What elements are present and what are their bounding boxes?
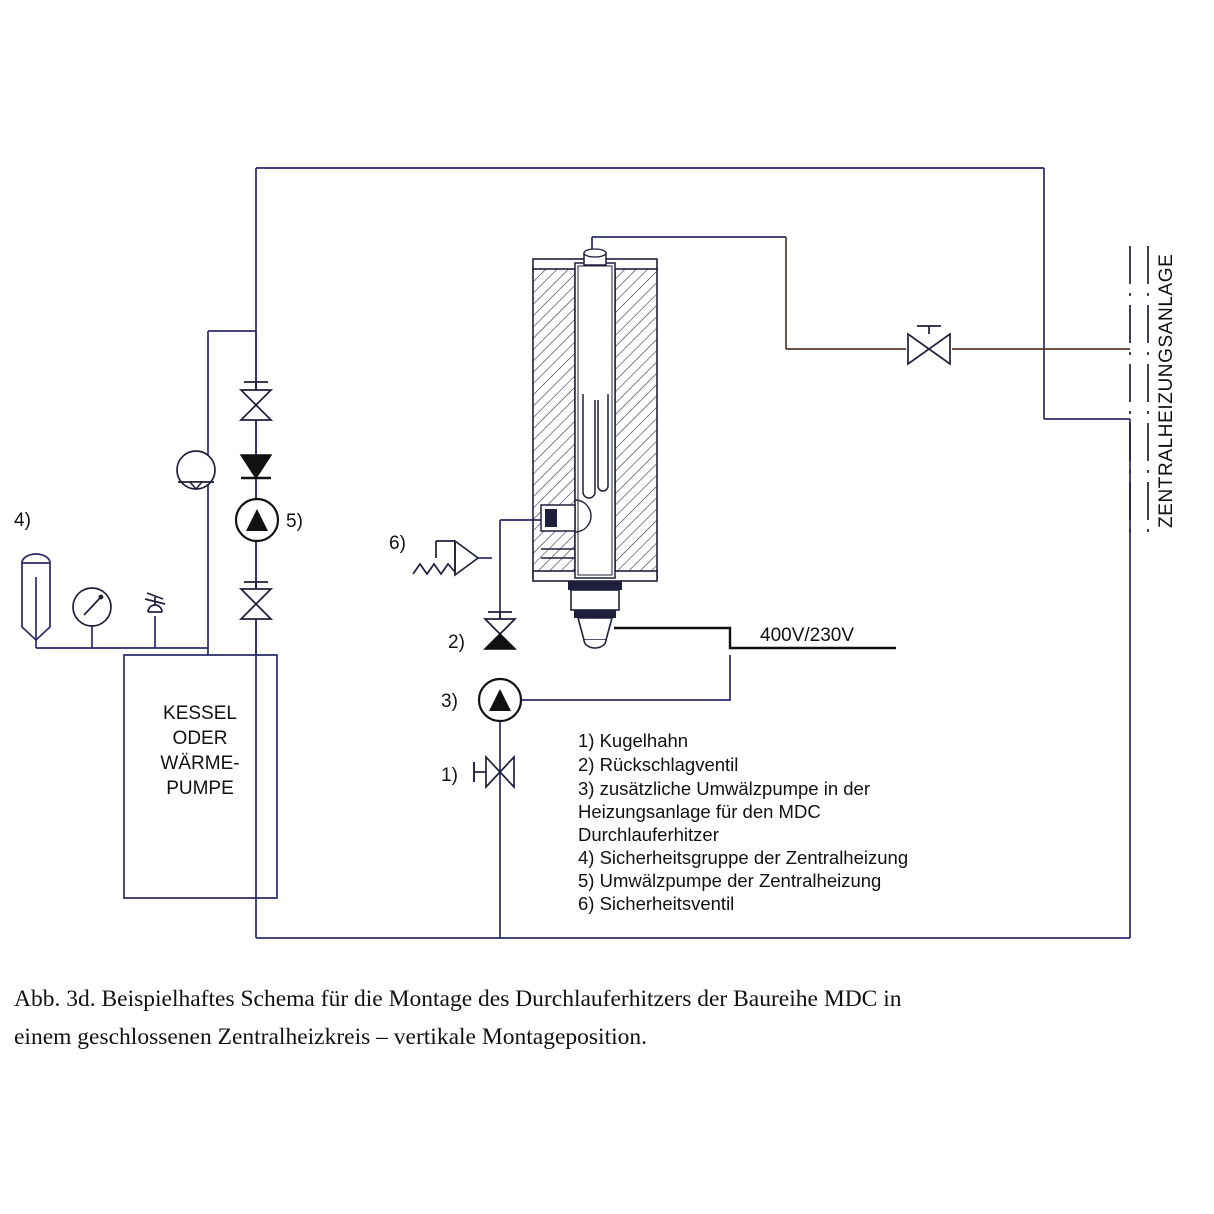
return-pipe-brown xyxy=(786,237,1130,349)
callout-1: 1) xyxy=(441,765,458,786)
legend-item-4: 4) Sicherheitsgruppe der Zentralheizung xyxy=(578,847,909,868)
boiler-label-line-4: PUMPE xyxy=(166,778,234,799)
boiler-label-line-2: ODER xyxy=(172,728,228,749)
safety-valve-6 xyxy=(413,541,492,575)
pump-3-additional xyxy=(479,679,521,721)
legend-item-3-cont-1: Heizungsanlage für den MDC xyxy=(578,801,821,822)
legend-item-6: 6) Sicherheitsventil xyxy=(578,893,735,914)
boiler-label xyxy=(160,703,239,799)
central-heating-installation-bracket xyxy=(1130,246,1148,536)
legend-list xyxy=(578,730,908,914)
callout-3: 3) xyxy=(441,691,458,712)
legend-item-3-cont-2: Durchlauferhitzer xyxy=(578,824,719,845)
callout-5: 5) xyxy=(286,511,303,532)
callout-6: 6) xyxy=(389,533,406,554)
legend-item-1: 1) Kugelhahn xyxy=(578,730,689,751)
callout-4: 4) xyxy=(14,510,31,531)
power-label: 400V/230V xyxy=(760,625,855,646)
mdc-flow-heater xyxy=(533,249,657,648)
ball-valve-1 xyxy=(474,757,514,787)
boiler-label-line-3: WÄRME- xyxy=(160,753,240,774)
valve-ball-return xyxy=(908,326,950,364)
valve-shutoff-upper xyxy=(240,382,272,421)
callout-2: 2) xyxy=(448,632,465,653)
pressure-gauge-icon xyxy=(73,588,111,626)
caption-line-2: einem geschlossenen Zentralheizkreis – vertikale Montageposition. xyxy=(14,1024,647,1051)
caption-line-1: Abb. 3d. Beispielhaftes Schema für die Montage des Durchlauferhitzers der Baureihe MDC in xyxy=(14,986,902,1012)
boiler-label-line-1: KESSEL xyxy=(163,703,237,724)
valve-shutoff-lower xyxy=(241,582,271,619)
check-valve-upper xyxy=(241,455,271,478)
legend-item-2: 2) Rückschlagventil xyxy=(578,754,739,775)
figure-caption xyxy=(14,980,1204,1056)
central-heating-label: ZENTRALHEIZUNGSANLAGE xyxy=(1156,253,1177,528)
riser-gauge-icon xyxy=(177,451,215,489)
pump3-pipe xyxy=(516,655,730,700)
check-valve-2 xyxy=(485,612,515,649)
legend-item-3: 3) zusätzliche Umwälzpumpe in der xyxy=(578,778,871,799)
pump-5-circulation xyxy=(236,499,278,541)
air-vent-icon xyxy=(145,593,165,612)
legend-item-5: 5) Umwälzpumpe der Zentralheizung xyxy=(578,870,882,891)
